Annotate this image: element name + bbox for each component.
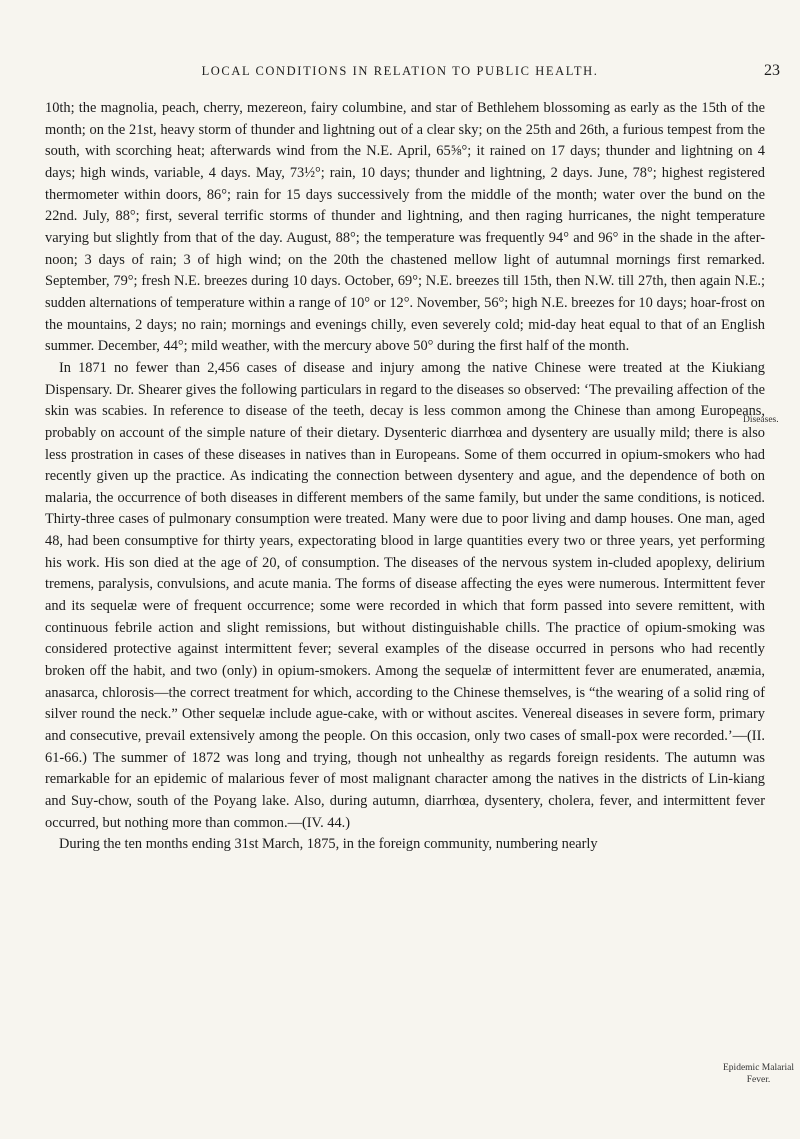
page-number: 23	[764, 62, 780, 79]
paragraph-diseases: In 1871 no fewer than 2,456 cases of disease and injury among the native Chinese were treated at the Kiukiang Dispensary. Dr. Shearer gives the following particulars in regard to the diseases so observed: ‘The prevailing affection of the skin was scabies. In reference to disease of the teeth, decay is less common among the Chinese than among Europeans, probably on account of the simple nature of their dietary. Dysenteric diarrhœa and dysentery are usually mild; there is also less prostration in cases of these diseases in natives than in Europeans. Some of them occurred in opium-smokers who had recently given up the practice. As indicating the connection between dysentery and ague, and the dependence of both on malaria, the occurrence of both diseases in different members of the same family, but under the same conditions, is noticed. Thirty-three cases of pulmonary consumption were treated. Many were due to poor living and damp houses. One man, aged 48, had been consumptive for thirty years, expectorating blood in large quantities every two or three years, yet performing his work. His son died at the age of 20, of consumption. The diseases of the nervous system in-cluded apoplexy, delirium tremens, paralysis, convulsions, and acute mania. The forms of disease affecting the eyes were numerous. Intermittent fever and its sequelæ were of frequent occurrence; some were recorded in which that form passed into severe remittent, with continuous febrile action and slight remissions, but without distinguishable chills. The practice of opium-smoking was considered protective against intermittent fever; several examples of the disease occurred in persons who had recently broken off the habit, and two (only) in opium-smokers. Among the sequelæ of intermittent fever are enumerated, anæmia, anasarca, chlorosis—the correct treatment for which, according to the Chinese themselves, is “the wearing of a solid ring of silver round the neck.” Other sequelæ include ague-cake, with or without ascites. Venereal diseases in severe form, primary and consecutive, prevail extensively among the people. On this occasion, only two cases of small-pox were recorded.’—(II. 61-66.) The summer of 1872 was long and trying, though not unhealthy as regards foreign residents. The autumn was remarkable for an epidemic of malarious fever of most malignant character among the natives in the districts of Lin-kiang and Suy-chow, south of the Poyang lake. Also, during autumn, diarrhœa, dysentery, cholera, fever, and intermittent fever occurred, but nothing more than common.—(IV. 44.)	[45, 359, 765, 831]
margin-note-epidemic-line2: Fever.	[746, 1075, 771, 1085]
margin-note-epidemic-line1: Epidemic Malarial	[723, 1063, 794, 1073]
body-text	[45, 98, 765, 856]
running-head: LOCAL CONDITIONS IN RELATION TO PUBLIC HEALTH.	[201, 64, 599, 78]
margin-note-diseases: Diseases.	[743, 415, 779, 425]
paragraph-weather: 10th; the magnolia, peach, cherry, mezereon, fairy columbine, and star of Bethlehem blossoming as early as the 15th of the month; on the 21st, heavy storm of thunder and lightning out of a clear sky; on the 25th and 26th, a furious tempest from the south, with scorching heat; afterwards wind from the N.E. April, 65⅝°; it rained on 17 days; thunder and lightning on 4 days; high winds, variable, 4 days. May, 73½°; rain, 10 days; thunder and lightning, 2 days. June, 78°; highest registered thermometer within doors, 86°; rain for 15 days successively from the middle of the month; water over the bund on the 22nd. July, 88°; first, several terrific storms of thunder and lightning, and then raging hurricanes, the night temperature varying but slightly from that of the day. August, 88°; the temperature was frequently 94° and 96° in the shade in the after-noon; 3 days of rain; 3 of high wind; on the 20th the chastened mellow light of autumnal mornings first remarked. September, 79°; fresh N.E. breezes during 10 days. October, 69°; N.E. breezes till 15th, then N.W. till 27th, then again N.E.; sudden alternations of temperature within a range of 10° or 12°. November, 56°; high N.E. breezes for 10 days; hoar-frost on the mountains, 2 days; no rain; mornings and evenings chilly, even severely cold; mid-day heat equal to that of an English summer. December, 44°; mild weather, with the mercury above 50° during the first half of the month.	[45, 100, 765, 355]
paragraph-foreign-community: During the ten months ending 31st March, 1875, in the foreign community, numbering nearly	[59, 836, 598, 853]
margin-note-epidemic	[723, 1062, 794, 1086]
page-header	[0, 62, 800, 86]
